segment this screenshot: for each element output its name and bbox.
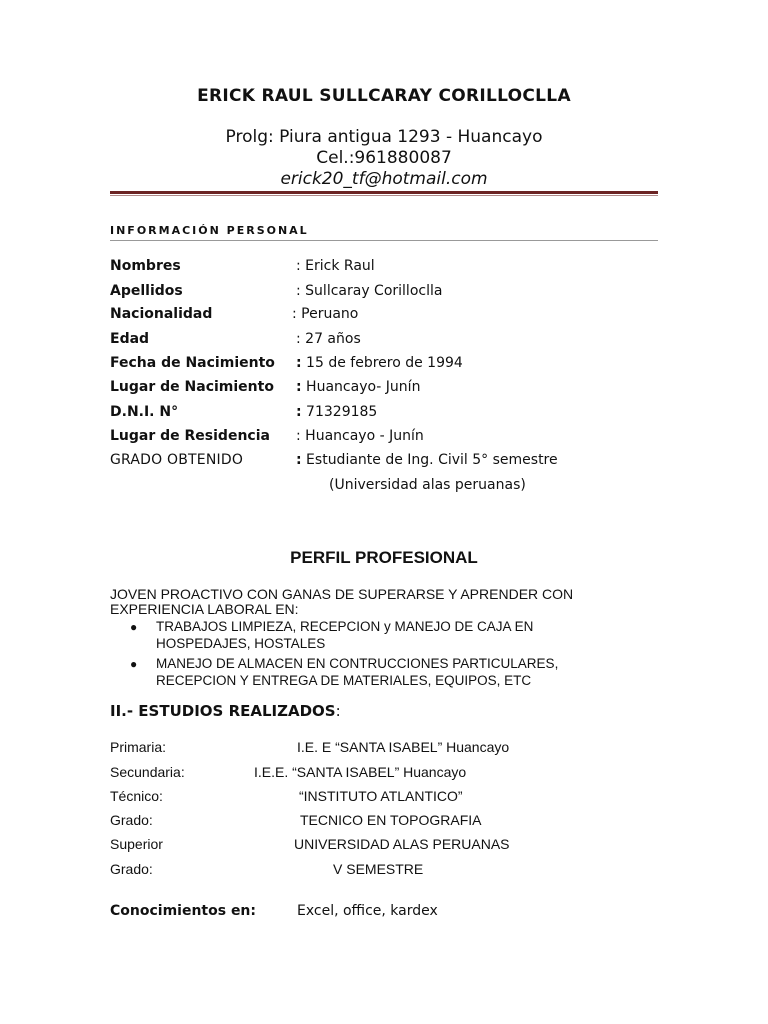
estudio-value-grado-superior: V SEMESTRE [333, 861, 424, 877]
estudio-value-tecnico: “INSTITUTO ATLANTICO” [299, 788, 463, 804]
section-title-estudios: II.- ESTUDIOS REALIZADOS: [110, 702, 341, 720]
label-lugar-residencia: Lugar de Residencia [110, 428, 270, 444]
conocimientos-label: Conocimientos en: [110, 903, 257, 919]
email: erick20_tf@hotmail.com [280, 169, 488, 189]
value-edad: : 27 años [296, 331, 361, 347]
estudio-label-tecnico: Técnico: [110, 788, 163, 804]
label-lugar-nacimiento: Lugar de Nacimiento [110, 379, 274, 395]
address: Prolg: Piura antigua 1293 - Huancayo [225, 127, 543, 147]
value-nombres: : Erick Raul [296, 258, 375, 274]
label-nacionalidad: Nacionalidad [110, 306, 213, 322]
header-divider-thin [110, 195, 658, 196]
candidate-name: ERICK RAUL SULLCARAY CORILLOCLLA [197, 86, 571, 106]
value-fecha-nacimiento: : 15 de febrero de 1994 [296, 355, 463, 371]
cell-phone: Cel.:961880087 [316, 148, 452, 168]
perfil-bullet-2: MANEJO DE ALMACEN EN CONTRUCCIONES PARTICULARES, RECEPCION Y ENTREGA DE MATERIALES, EQUIPOS, ETC [156, 656, 559, 688]
label-fecha-nacimiento: Fecha de Nacimiento [110, 355, 275, 371]
value-lugar-nacimiento: : Huancayo- Junín [296, 379, 421, 395]
header-divider [110, 191, 658, 194]
section-title-personal: INFORMACIÓN PERSONAL [110, 224, 309, 237]
estudio-label-superior: Superior [110, 836, 163, 852]
value-grado-universidad: (Universidad alas peruanas) [329, 477, 526, 493]
label-apellidos: Apellidos [110, 283, 183, 299]
perfil-bullet-1: TRABAJOS LIMPIEZA, RECEPCION y MANEJO DE CAJA EN HOSPEDAJES, HOSTALES [156, 619, 534, 651]
estudio-label-primaria: Primaria: [110, 739, 167, 755]
bullet-icon: ● [130, 620, 138, 634]
estudio-value-grado: TECNICO EN TOPOGRAFIA [300, 812, 482, 828]
label-nombres: Nombres [110, 258, 181, 274]
section-divider-personal [110, 240, 658, 241]
estudio-value-primaria: I.E. E “SANTA ISABEL” Huancayo [297, 739, 510, 755]
estudio-label-grado-superior: Grado: [110, 861, 153, 877]
estudio-value-secundaria: I.E.E. “SANTA ISABEL” Huancayo [254, 764, 467, 780]
value-lugar-residencia: : Huancayo - Junín [296, 428, 424, 444]
label-dni: D.N.I. N° [110, 404, 179, 420]
value-nacionalidad: : Peruano [292, 306, 359, 322]
value-grado-obtenido: : Estudiante de Ing. Civil 5° semestre [296, 452, 558, 468]
estudio-value-superior: UNIVERSIDAD ALAS PERUANAS [294, 836, 510, 852]
perfil-intro: JOVEN PROACTIVO CON GANAS DE SUPERARSE Y APRENDER CON EXPERIENCIA LABORAL EN: [110, 586, 574, 617]
value-dni: : 71329185 [296, 404, 378, 420]
value-apellidos: : Sullcaray Corilloclla [296, 283, 443, 299]
estudio-label-grado: Grado: [110, 812, 153, 828]
estudio-label-secundaria: Secundaria: [110, 764, 185, 780]
label-edad: Edad [110, 331, 150, 347]
conocimientos-value: Excel, office, kardex [297, 903, 438, 919]
bullet-icon: ● [130, 657, 138, 671]
label-grado-obtenido: GRADO OBTENIDO [110, 452, 244, 468]
section-title-perfil: PERFIL PROFESIONAL [290, 548, 478, 567]
